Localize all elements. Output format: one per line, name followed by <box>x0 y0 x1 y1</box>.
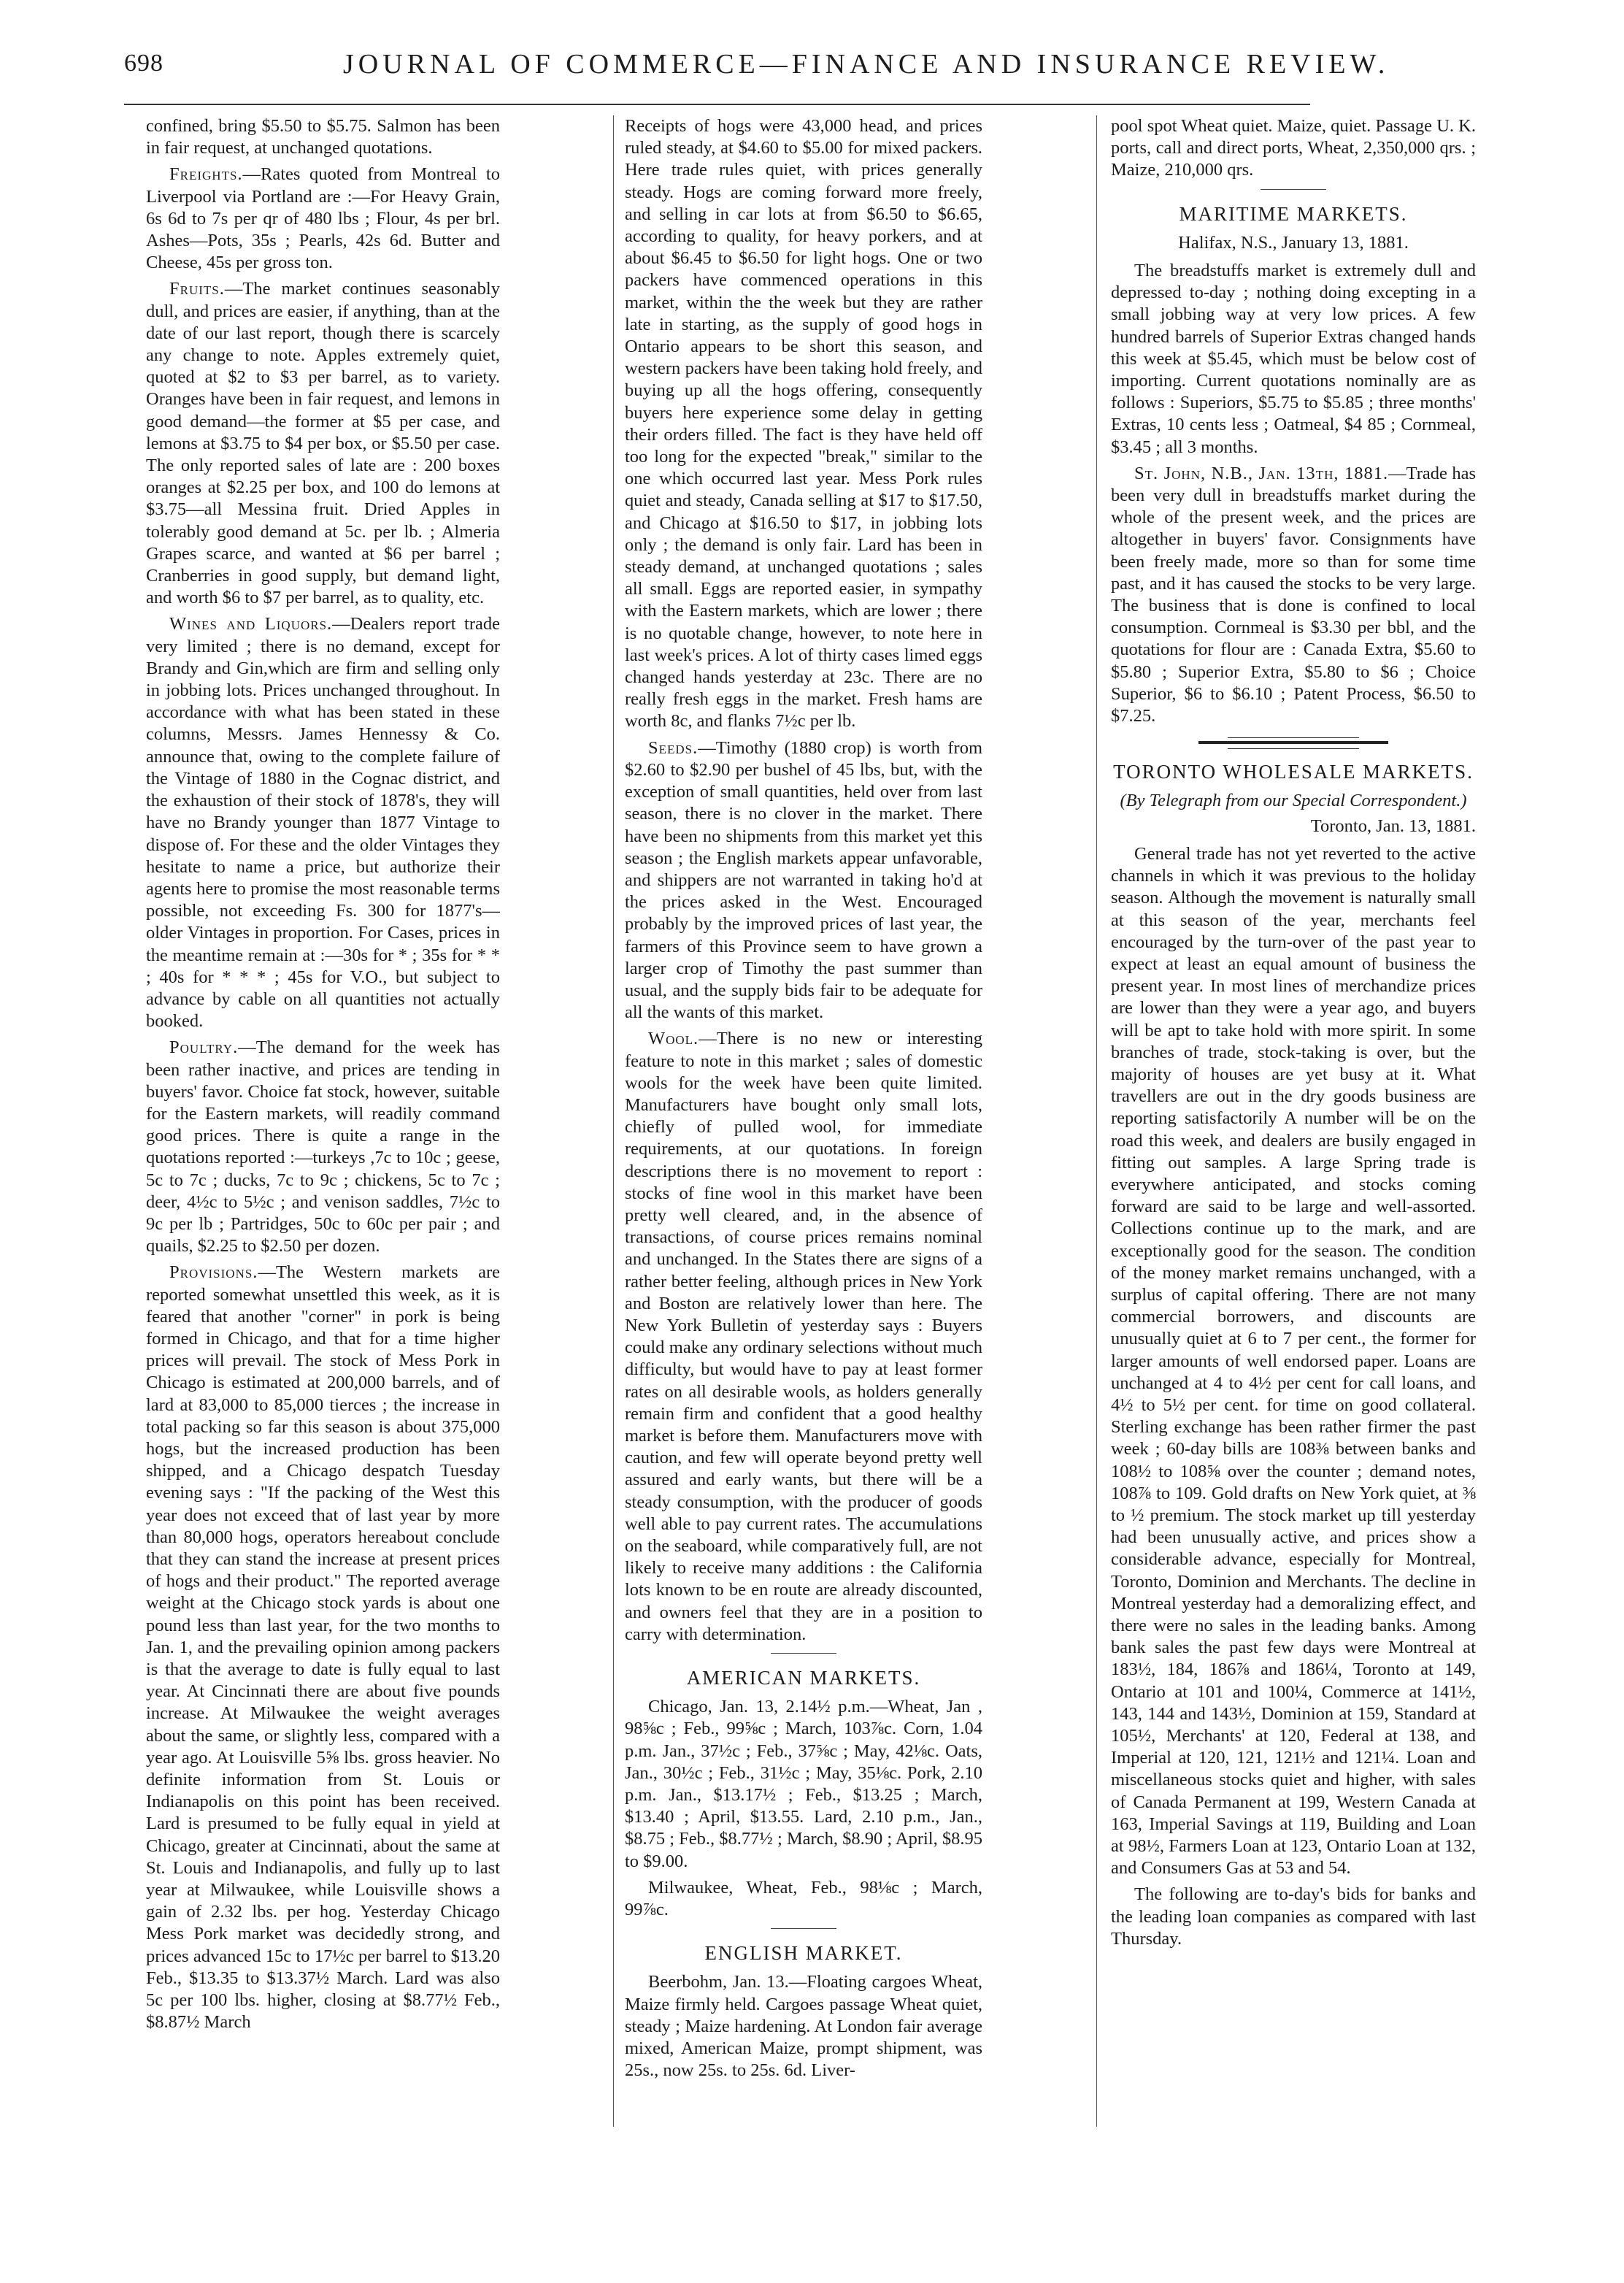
wines-lead: Wines and Liquors. <box>169 614 333 634</box>
column-left <box>146 115 500 2130</box>
wines-text: —Dealers report trade very limited ; there is no demand, except for Brandy and Gin,which are firm and selling only in jobbing lots. Prices unchanged throughout. In accordance with what has been stated in these columns, Messrs. James Hennessy & Co. announce that, owing to the complete failure of the Vintage of 1880 in the Cognac district, and the exhaustion of their stock of 1878's, they will have no Brandy younger than 1877 Vintage to dispose of. For these and the older Vintages they hesitate to name a price, but authorize their agents here to promise the most reasonable terms possible, not exceeding Fs. 300 for 1877's—older Vintages in proportion. For Cases, prices in the meantime remain at :—30s for * ; 35s for * * ; 40s for * * * ; 45s for V.O., but subject to advance by cable on all quantities not actually booked. <box>146 614 500 1032</box>
american-markets-paragraph: Chicago, Jan. 13, 2.14½ p.m.—Wheat, Jan , 98⅝c ; Feb., 99⅝c ; March, 103⅞c. Corn, 1.04 p.m. Jan., 37½c ; Feb., 37⅝c ; May, 42⅛c. Oats, Jan., 30½c ; Feb., 31½c ; May, 35⅛c. Pork, 2.10 p.m. Jan., $13.17½ ; Feb., $13.25 ; March, $13.40 ; April, $13.55. Lard, 2.10 p.m., Jan., $8.75 ; Feb., $8.77½ ; March, $8.90 ; April, $8.95 to $9.00. <box>625 1697 982 1871</box>
column-right <box>1111 115 1476 2130</box>
halifax-paragraph: The breadstuffs market is extremely dull and depressed to-day ; nothing doing excepting in a small jobbing way at very low prices. A few hundred barrels of Superior Extras changed hands this week at $5.45, which must be below cost of importing. Current quotations nominally are as follows : Superiors, $5.75 to $5.85 ; three months' Extras, 10 cents less ; Oatmeal, $4 85 ; Cornmeal, $3.45 ; all 3 months. <box>1111 261 1476 457</box>
section-divider <box>771 1653 836 1654</box>
provisions-lead: Provisions. <box>169 1262 258 1283</box>
seeds-text: —Timothy (1880 crop) is worth from $2.60 to $2.90 per bushel of 45 lbs, but, with the exception of small quantities, held over from last season, there is no clover in the market. There have been no shipments from this market yet this season ; the English markets appear unfavorable, and shippers are not warranted in taking ho'd at the prices asked in the West. Encouraged probably by the improved prices of last year, the farmers of this Province seem to have grown a larger crop of Timothy the past summer than usual, and the supply bids fair to be adequate for all the wants of this market. <box>625 737 982 1023</box>
liverpool-paragraph: pool spot Wheat quiet. Maize, quiet. Passage U. K. ports, call and direct ports, Wheat, 2,350,000 qrs. ; Maize, 210,000 qrs. <box>1111 116 1476 180</box>
toronto-bids-paragraph: The following are to-day's bids for banks and the leading loan companies as compared with last Thursday. <box>1111 1884 1476 1949</box>
english-market-paragraph: Beerbohm, Jan. 13.—Floating cargoes Wheat, Maize firmly held. Cargoes passage Wheat quiet, steady ; Maize hardening. At London fair average mixed, American Maize, prompt shipment, was 25s., now 25s. to 25s. 6d. Liver- <box>625 1972 982 2081</box>
column-middle <box>625 115 982 2130</box>
salmon-paragraph: confined, bring $5.50 to $5.75. Salmon has been in fair request, at unchanged quotations. <box>146 116 500 158</box>
provisions-text: —The Western markets are reported somewhat unsettled this week, as it is feared that another "corner" in pork is being formed in Chicago, and that for a time higher prices will prevail. The stock of Mess Pork in Chicago is estimated at 200,000 barrels, and of lard at 83,000 to 85,000 tierces ; the increase in total packing so far this season is about 375,000 hogs, but the increased production has been shipped, and a Chicago despatch Tuesday evening says : "If the packing of the West this year does not exceed that of last year by more than 80,000 hogs, operators hereabout conclude that they can stand the increase at present prices of hogs and their product." The reported average weight at the Chicago stock yards is about one pound less than last year, for the two months to Jan. 1, and the prevailing opinion among packers is that the average to date is fully equal to last year. At Cincinnati there are about five pounds increase. At Milwaukee the weight averages about the same, or slightly less, compared with a year ago. At Louisville 5⅝ lbs. gross heavier. No definite information from St. Louis or Indianapolis on this point has been received. Lard is presumed to be fully equal in yield at Chicago, greater at Cincinnati, about the same at St. Louis and Indianapolis, and fully up to last year at Milwaukee, while Louisville shows a gain of 2.32 lbs. per hog. Yesterday Chicago Mess Pork market was decidedly strong, and prices advanced 15c to 17½c per barrel to $13.20 Feb., $13.35 to $13.37½ March. Lard was also 5c per 100 lbs. higher, closing at $8.77½ Feb., $8.87½ March <box>146 1262 500 2033</box>
freights-text: —Rates quoted from Montreal to Liverpool via Portland are :—For Heavy Grain, 6s 6d to 7s per qr of 480 lbs ; Flour, 4s per brl. Ashes—Pots, 35s ; Pearls, 42s 6d. Butter and Cheese, 45s per gross ton. <box>146 164 500 273</box>
section-divider <box>771 1928 836 1929</box>
poultry-lead: Poultry. <box>169 1037 239 1058</box>
stjohn-paragraph <box>1111 463 1476 727</box>
seeds-paragraph <box>625 737 982 1024</box>
section-divider <box>1261 189 1326 190</box>
poultry-paragraph <box>146 1037 500 1257</box>
maritime-markets-title: MARITIME MARKETS. <box>1179 202 1408 225</box>
american-markets-title: AMERICAN MARKETS. <box>686 1667 921 1689</box>
toronto-markets-title: TORONTO WHOLESALE MARKETS. <box>1113 761 1474 783</box>
poultry-text: —The demand for the week has been rather inactive, and prices are tending in buyers' favor. Choice fat stock, however, suitable for the Eastern markets, will readily command good prices. There is quite a range in the quotations reported :—turkeys ,7c to 10c ; geese, 5c to 7c ; ducks, 7c to 9c ; chickens, 5c to 7c ; deer, 4½c to 5½c ; and venison saddles, 7½c to 9c per lb ; Partridges, 50c to 60c per pair ; and quails, $2.25 to $2.50 per dozen. <box>146 1037 500 1256</box>
freights-paragraph <box>146 164 500 274</box>
column-divider <box>1096 115 1097 2127</box>
column-divider <box>613 115 614 2127</box>
hogs-paragraph: Receipts of hogs were 43,000 head, and prices ruled steady, at $4.60 to $5.00 for mixed packers. Here trade rules quiet, with prices generally steady. Hogs are coming forward more freely, and selling in car lots at from $6.50 to $6.65, according to quality, for heavy porkers, and at about $6.45 to $6.50 for light hogs. One or two packers have commenced operations in this market, within the the week but they are rather late in starting, as the supply of good hogs in Ontario appears to be short this season, and western packers have been taking hold freely, and buying up all the hogs offering, consequently buyers here experience some delay in getting their orders filled. The fact is they have held off too long for the expected "break," similar to the one which occurred last year. Mess Pork rules quiet and steady, Canada selling at $17 to $17.50, and Chicago at $16.50 to $17, in jobbing lots only ; the demand is only fair. Lard has been in steady demand, at unchanged quotations ; sales all small. Eggs are reported easier, in sympathy with the Eastern markets, which are lower ; there is no quotable change, however, to note here in last week's prices. A lot of thirty cases limed eggs changed hands yesterday at 23c. There are no really fresh eggs in the market. Fresh hams are worth 8c, and flanks 7½c per lb. <box>625 116 982 732</box>
seeds-lead: Seeds. <box>648 737 699 758</box>
fruits-paragraph <box>146 278 500 609</box>
toronto-dateline: Toronto, Jan. 13, 1881. <box>1310 816 1476 836</box>
wines-paragraph <box>146 613 500 1032</box>
page-number: 698 <box>124 50 163 77</box>
fruits-text: —The market continues seasonably dull, and prices are easier, if anything, than at the date of our last report, though there is scarcely any change to note. Apples extremely quiet, quoted at $2 to $3 per barrel, as to variety. Oranges have been in fair request, and lemons in good demand—the former at $5 per case, and lemons at $3.75 to $4 per box, or $5.50 per case. The only reported sales of late are : 200 boxes oranges at $2.25 per box, and 100 do lemons at $3.75—all Messina fruit. Dried Apples in tolerably good demand at 5c. per lb. ; Almeria Grapes scarce, and wanted at $6 per barrel ; Cranberries in good supply, but demand light, and worth $6 to $7 per barrel, as to quality, etc. <box>146 279 500 608</box>
wool-paragraph <box>625 1028 982 1646</box>
wool-text: —There is no new or interesting feature to note in this market ; sales of domestic wools for the week have been quite limited. Manufacturers have bought only small lots, chiefly of pulled wool, for immediate requirements, at our quotations. In foreign descriptions there is no movement to report : stocks of fine wool in this market have been pretty well cleared, and, in the absence of transactions, of course prices remains nominal and unchanged. In the States there are signs of a rather better feeling, although prices in New York and Boston are relatively lower than here. The New York Bulletin of yesterday says : Buyers could make any ordinary selections without much difficulty, but would have to pay at least former rates on all desirable wools, as holders generally remain firm and confident that a good healthy market is before them. Manufacturers move with caution, and few will operate beyond pretty well assured and early wants, but there will be a steady consumption, with the producer of goods well able to pay current rates. The accumulations on the seaboard, while comparatively full, are not likely to receive many additions : the California lots known to be en route are already discounted, and owners feel that they are in a position to carry with determination. <box>625 1029 982 1644</box>
freights-lead: Freights. <box>169 164 243 185</box>
ornamental-rule <box>1198 737 1388 748</box>
wool-lead: Wool. <box>648 1029 699 1049</box>
halifax-dateline: Halifax, N.S., January 13, 1881. <box>1178 232 1409 253</box>
page-header <box>124 42 1390 93</box>
stjohn-lead: St. John, N.B., Jan. 13th, 1881. <box>1134 463 1389 483</box>
english-market-title: ENGLISH MARKET. <box>704 1942 903 1965</box>
milwaukee-paragraph: Milwaukee, Wheat, Feb., 98⅛c ; March, 99⅞c. <box>625 1877 982 1920</box>
header-rule <box>124 104 1310 105</box>
toronto-byline: (By Telegraph from our Special Correspondent.) <box>1120 791 1467 811</box>
stjohn-text: —Trade has been very dull in breadstuffs market during the whole of the present week, and the prices are altogether in buyers' favor. Consignments have been freely made, more so than for some time past, and it has caused the stocks to be very large. The business that is done is confined to local consumption. Cornmeal is $3.30 per bbl, and the quotations for flour are : Canada Extra, $5.60 to $5.80 ; Superior Extra, $5.80 to $6 ; Choice Superior, $6 to $6.10 ; Patent Process, $6.50 to $7.25. <box>1111 463 1476 726</box>
provisions-paragraph <box>146 1262 500 2033</box>
toronto-paragraph: General trade has not yet reverted to the active channels in which it was previous to the holiday season. Although the movement is naturally small at this season of the year, merchants feel encouraged by the turn-over of the past year to expect at least an equal amount of business the present year. In most lines of merchandize prices are lower than they were a year ago, and buyers will be apt to take hold with more spirit. In some branches of trade, stock-taking is over, but the majority of houses are yet busy at it. What travellers are out in the dry goods business are reporting satisfactorily A number will be on the road this week, and dealers are busily engaged in fitting out samples. A large Spring trade is everywhere anticipated, and stocks coming forward are said to be large and well-assorted. Collections continue up to the mark, and are exceptionally good for the season. The condition of the money market remains unchanged, with a surplus of capital offering. There are not many commercial borrowers, and discounts are unusually quiet at 6 to 7 per cent., the former for larger amounts of well endorsed paper. Loans are unchanged at 4 to 4½ per cent for call loans, and 4½ to 5½ per cent. for time on good collateral. Sterling exchange has been rather firmer the past week ; 60-day bills are 108⅜ between banks and 108½ to 108⅝ over the counter ; demand notes, 108⅞ to 109. Gold drafts on New York quiet, at ⅜ to ½ premium. The stock market up till yesterday had been unusually active, and prices show a considerable advance, especially for Montreal, Toronto, Dominion and Merchants. The decline in Montreal yesterday had a demoralizing effect, and there were no sales in the leading banks. Among bank sales the past few days were Montreal at 183½, 184, 186⅞ and 186¼, Toronto at 149, Ontario at 101 and 100¼, Commerce at 141½, 143, 144 and 143½, Dominion at 159, Standard at 105½, Merchants' at 120, Federal at 138, and Imperial at 120, 121, 121½ and 121¼. Loan and miscellaneous stocks quiet and higher, with sales of Canada Permanent at 199, Western Canada at 163, Imperial Savings at 119, Building and Loan at 98½, Farmers Loan at 123, Ontario Loan at 132, and Consumers Gas at 53 and 54. <box>1111 843 1476 1879</box>
fruits-lead: Fruits. <box>169 279 225 299</box>
running-head: JOURNAL OF COMMERCE—FINANCE AND INSURANCE REVIEW. <box>343 49 1390 80</box>
